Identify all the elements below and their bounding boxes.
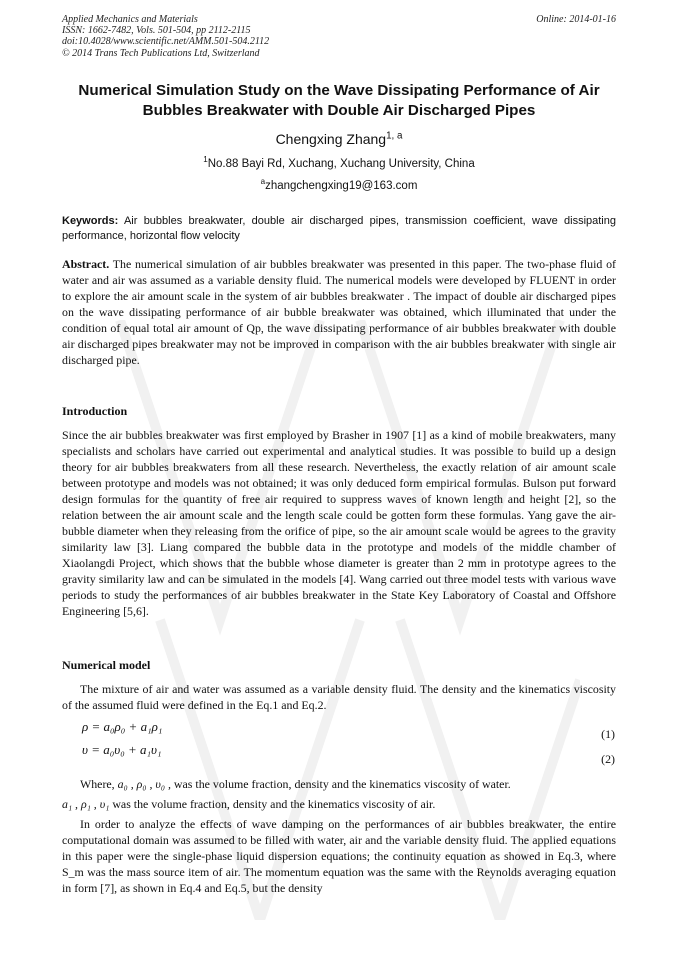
author xyxy=(62,131,616,147)
where-line-water xyxy=(62,776,616,792)
equation-2-number: (2) xyxy=(601,752,615,766)
doi-line: doi:10.4028/www.scientific.net/AMM.501-504.2112 xyxy=(62,36,270,48)
affiliation-sup: 1 xyxy=(203,155,208,165)
equation-1-number: (1) xyxy=(601,727,615,741)
water-definition: was the volume fraction, density and the kinematics viscosity of water. xyxy=(173,777,511,791)
journal-info xyxy=(62,14,269,59)
author-sup: 1, a xyxy=(386,130,403,142)
introduction-heading: Introduction xyxy=(62,404,128,418)
equation-1: ρ = a₀ρ₀ + a₁ρ₁ xyxy=(82,719,163,734)
numerical-model-heading: Numerical model xyxy=(62,658,151,672)
email-text: zhangchengxing19@163.com xyxy=(265,180,418,192)
numerical-model-paragraph-2: In order to analyze the effects of wave damping on the performances of air bubbles breakwater, the entire computational domain was assumed to be filled with water, air and the variable density fluid. The applied equations in this paper were the single-phase liquid dispersion equations; the continuity equation as showed in Eq.3, where S_m was the mass source item of air. The momentum equation was the same with the Reynolds averaging equation in form [7], as shown in Eq.4 and Eq.5, but the density xyxy=(62,817,616,895)
numerical-model-paragraph-1: The mixture of air and water was assumed as a variable density fluid. The density and the kinematics viscosity of the assumed fluid were defined in the Eq.1 and Eq.2. xyxy=(62,682,616,712)
paper-title: Numerical Simulation Study on the Wave Dissipating Performance of Air Bubbles Breakwater with Double Air Discharged Pipes xyxy=(78,82,600,119)
online-date: Online: 2014-01-16 xyxy=(536,14,616,25)
keywords-label: Keywords: xyxy=(62,215,119,227)
water-symbols: a₀ , ρ₀ , υ₀ , xyxy=(117,777,171,791)
keywords xyxy=(62,214,616,244)
email-sup: a xyxy=(260,177,266,187)
air-symbols: a₁ , ρ₁ , υ₁ xyxy=(62,797,110,811)
copyright-line: © 2014 Trans Tech Publications Ltd, Switzerland xyxy=(62,47,260,59)
abstract-text: The numerical simulation of air bubbles breakwater was presented in this paper. The two-phase fluid of water and air was assumed as a variable density fluid. The numerical models were developed by FLUENT in order to explore the air amount scale in the system of air bubbles breakwater . The impact of double air discharged pipes on the wave dissipating performance of air bubble breakwater was obtained, which illuminated that under the condition of equal total air amount of Qp, the wave dissipating performance of air bubbles breakwater with double air discharged pipes breakwater may not be improved in comparison with the air bubbles breakwater with single air discharged pipe. xyxy=(62,257,616,367)
introduction-paragraph: Since the air bubbles breakwater was first employed by Brasher in 1907 [1] as a kind of mobile breakwaters, many specialists and scholars have carried out experimental and analytical studies. It was possible to build up a design theory for air bubbles breakwaters from all these research. Nevertheless, the exactly relation of air amount scale between prototype and models was not obtained; it was only deduced form empirical formulas. Bulson put forward design formulas for the quantity of free air required to suppress waves of known length and height [2], so the relation between the air amount scale and the length scale could be gotten form these formulas. Yang gave the air-bubble diameter when they releasing from the orifice of pipe, so the air amount scale would be agrees to the gravity similarity law [3]. Liang compared the bubble data in the prototype and models of the middle chamber of Xiaolangdi Project, which shows that the bubble whose diameter is greater than 2 mm in prototype agrees to the gravity similarity law and can be simulated in the models [4]. Wang carried out three model tests with various wave periods to study the performances of air bubbles breakwater in the State Key Laboratory of Coastal and Offshore Engineering [5,6]. xyxy=(62,428,616,618)
affiliation xyxy=(62,155,616,170)
equation-2: υ = a₀υ₀ + a₁υ₁ xyxy=(82,742,162,757)
issn-line: ISSN: 1662-7482, Vols. 501-504, pp 2112-2115 xyxy=(62,25,251,37)
author-email xyxy=(62,177,616,192)
abstract-label: Abstract. xyxy=(62,257,110,271)
affiliation-text: No.88 Bayi Rd, Xuchang, Xuchang University, China xyxy=(207,158,475,170)
journal-name: Applied Mechanics and Materials xyxy=(62,14,198,25)
where-label: Where, xyxy=(80,777,115,791)
abstract xyxy=(62,256,616,368)
where-line-air xyxy=(62,796,616,812)
keywords-text: Air bubbles breakwater, double air discharged pipes, transmission coefficient, wave dissipating performance, horizontal flow velocity xyxy=(62,215,616,242)
author-name: Chengxing Zhang xyxy=(275,131,387,147)
air-definition: was the volume fraction, density and the kinematics viscosity of air. xyxy=(112,797,436,811)
